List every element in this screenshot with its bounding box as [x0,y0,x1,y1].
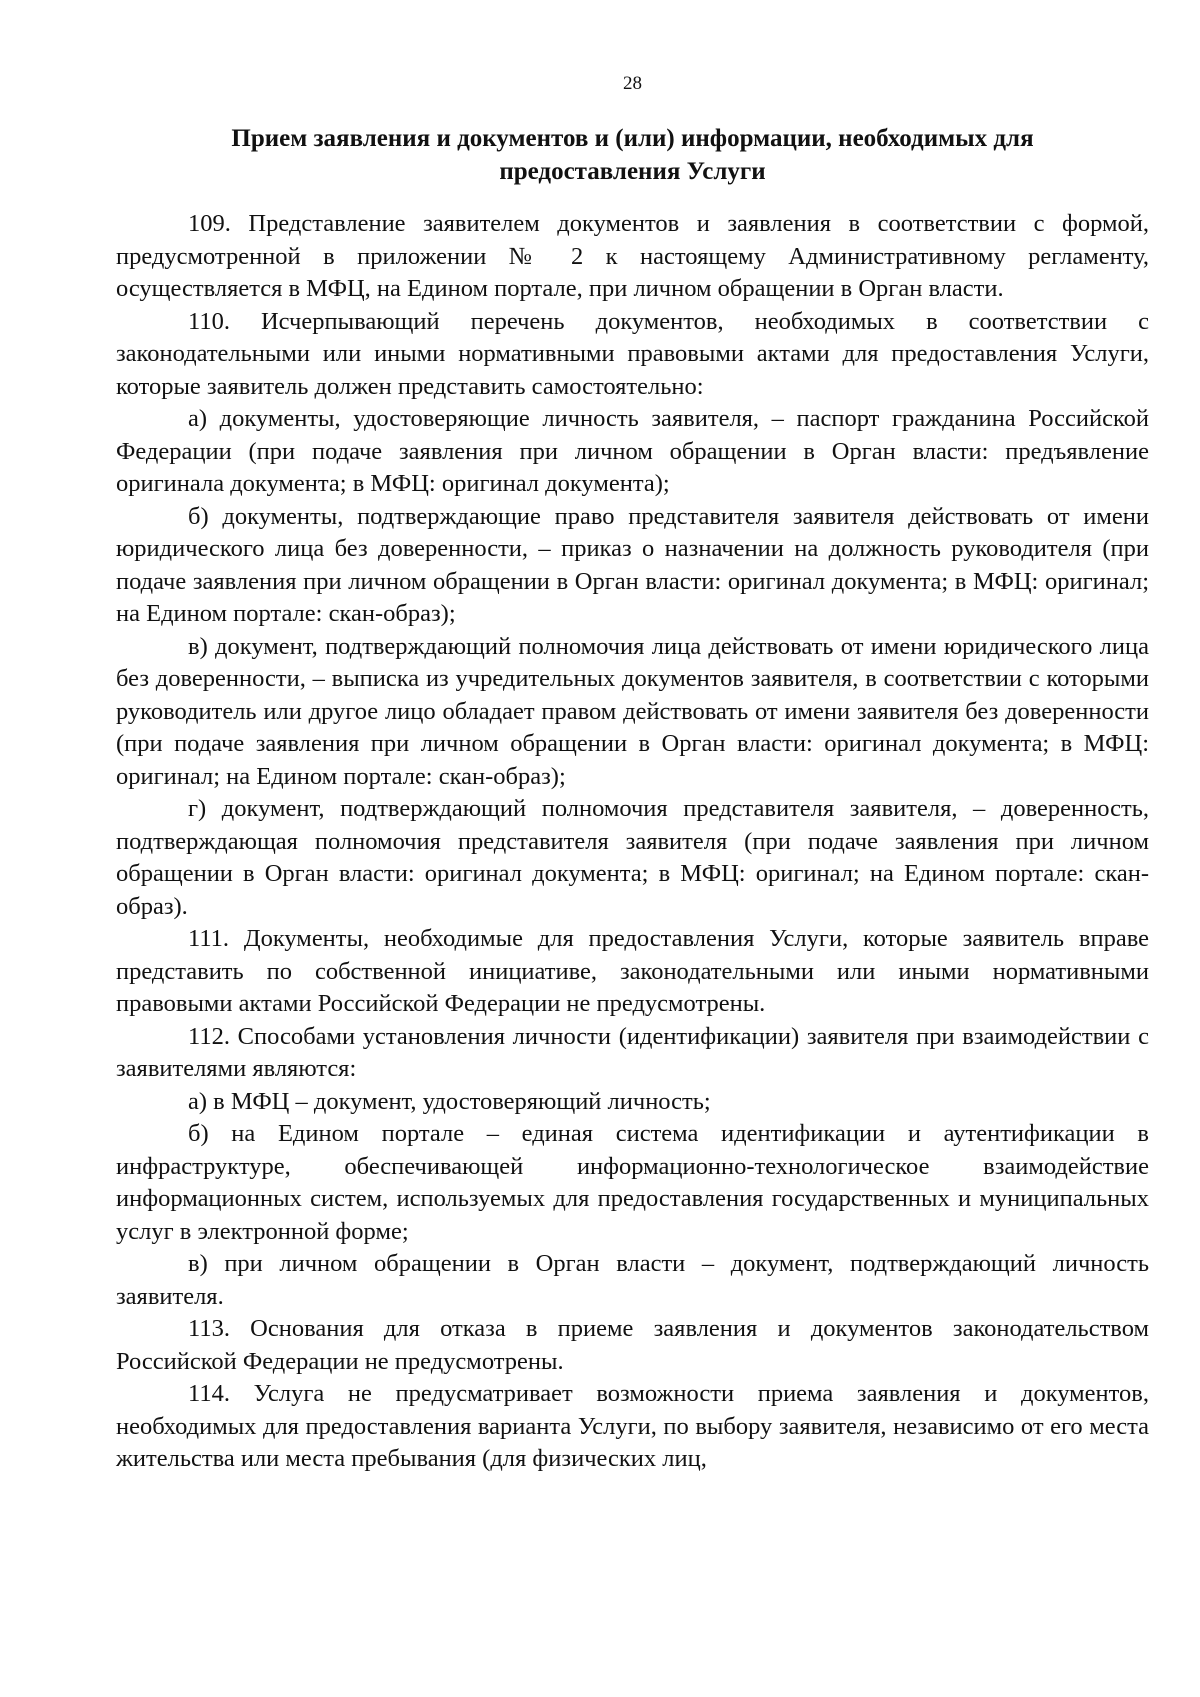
section-heading [116,122,1149,188]
section-heading-line-1: Прием заявления и документов и (или) информации, необходимых для [231,125,1034,152]
paragraph-112-a: а) в МФЦ – документ, удостоверяющий личность; [188,1087,711,1115]
paragraph-109: 109. Представление заявителем документов и заявления в соответствии с формой, предусмотренной в приложении № 2 к настоящему Административному регламенту, осуществляется в МФЦ, на Едином портале, при личном обращении в Орган власти. [116,210,1149,302]
document-body [116,208,1149,1476]
paragraph-110-g: г) документ, подтверждающий полномочия представителя заявителя, – доверенность, подтверждающая полномочия представителя заявителя (при подаче заявления при личном обращении в Орган власти: оригинал документа; в МФЦ: оригинал; на Едином портале: скан-образ). [116,795,1149,920]
paragraph-113: 113. Основания для отказа в приеме заявления и документов законодательством Российской Федерации не предусмотрены. [116,1315,1149,1375]
paragraph-110-b: б) документы, подтверждающие право представителя заявителя действовать от имени юридического лица без доверенности, – приказ о назначении на должность руководителя (при подаче заявления при личном обращении в Орган власти: оригинал документа; в МФЦ: оригинал; на Едином портале: скан-образ); [116,502,1149,627]
paragraph-112-v: в) при личном обращении в Орган власти – документ, подтверждающий личность заявителя. [116,1250,1149,1310]
paragraph-110: 110. Исчерпывающий перечень документов, необходимых в соответствии с законодательными или иными нормативными правовыми актами для предоставления Услуги, которые заявитель должен представить самостоятельно: [116,307,1149,400]
paragraph-110-a: а) документы, удостоверяющие личность заявителя, – паспорт гражданина Российской Федерации (при подаче заявления при личном обращении в Орган власти: предъявление оригинала документа; в МФЦ: оригинал документа); [116,405,1149,497]
paragraph-110-v: в) документ, подтверждающий полномочия лица действовать от имени юридического лица без доверенности, – выписка из учредительных документов заявителя, в соответствии с которыми руководитель или другое лицо обладает правом действовать от имени заявителя без доверенности (при подаче заявления при личном обращении в Орган власти: оригинал документа; в МФЦ: оригинал; на Едином портале: скан-образ); [116,632,1149,790]
paragraph-112-b: б) на Едином портале – единая система идентификации и аутентификации в инфраструктуре, обеспечивающей информационно-технологическое взаимодействие информационных систем, используемых для предоставления государственных и муниципальных услуг в электронной форме; [116,1120,1149,1245]
paragraph-114: 114. Услуга не предусматривает возможности приема заявления и документов, необходимых для предоставления варианта Услуги, по выбору заявителя, независимо от его места жительства или места пребывания (для физических лиц, [116,1380,1149,1472]
paragraph-111: 111. Документы, необходимые для предоставления Услуги, которые заявитель вправе представить по собственной инициативе, законодательными или иными нормативными правовыми актами Российской Федерации не предусмотрены. [116,925,1149,1017]
paragraph-112: 112. Способами установления личности (идентификации) заявителя при взаимодействии с заявителями являются: [116,1022,1149,1082]
page-number: 28 [623,73,642,94]
section-heading-line-2: предоставления Услуги [499,158,766,185]
